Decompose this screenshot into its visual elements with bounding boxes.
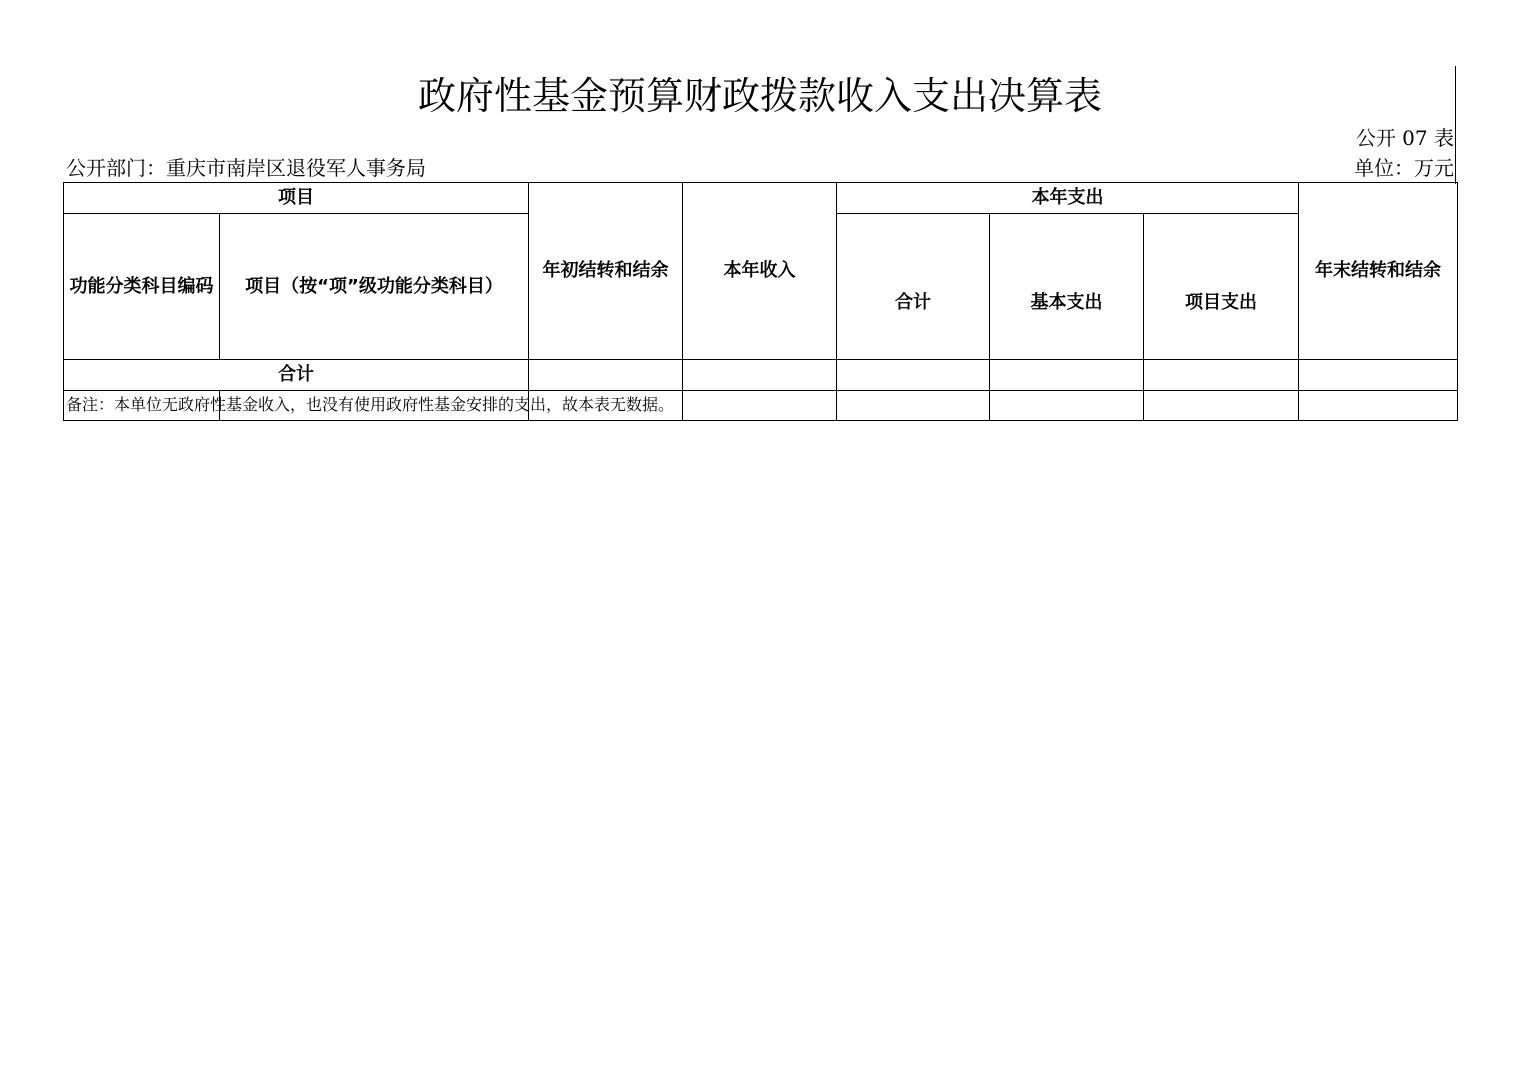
header-current-expense: 本年支出: [837, 183, 1299, 214]
header-end-balance: 年末结转和结余: [1299, 183, 1458, 360]
total-label: 合计: [64, 360, 529, 391]
total-expense-total: [837, 360, 990, 391]
form-number: 公开 07 表: [1355, 126, 1454, 150]
header-item: 项目（按“项”级功能分类科目）: [220, 214, 529, 360]
header-income: 本年收入: [683, 183, 837, 360]
total-project-expense: [1144, 360, 1299, 391]
header-code: 功能分类科目编码: [64, 214, 220, 360]
page-title: 政府性基金预算财政拨款收入支出决算表: [417, 74, 1102, 118]
row-end-balance: [1299, 391, 1458, 421]
total-end-balance: [1299, 360, 1458, 391]
total-row: [64, 360, 1458, 391]
row-basic-expense: [990, 391, 1144, 421]
header-row-top: [64, 183, 1458, 214]
unit-label: 单位：万元: [1354, 156, 1454, 180]
header-total: 合计: [837, 214, 990, 360]
header-begin-balance: 年初结转和结余: [529, 183, 683, 360]
row-project-expense: [1144, 391, 1299, 421]
header-basic-expense: 基本支出: [990, 214, 1144, 360]
footnote: 备注：本单位无政府性基金收入，也没有使用政府性基金安排的支出，故本表无数据。: [66, 395, 675, 414]
header-project-expense: 项目支出: [1144, 214, 1299, 360]
total-basic-expense: [990, 360, 1144, 391]
department-label: 公开部门：重庆市南岸区退役军人事务局: [66, 156, 426, 180]
budget-table: [63, 182, 1458, 421]
header-project: 项目: [64, 183, 529, 214]
row-income: [683, 391, 837, 421]
total-begin-balance: [529, 360, 683, 391]
row-expense-total: [837, 391, 990, 421]
total-income: [683, 360, 837, 391]
